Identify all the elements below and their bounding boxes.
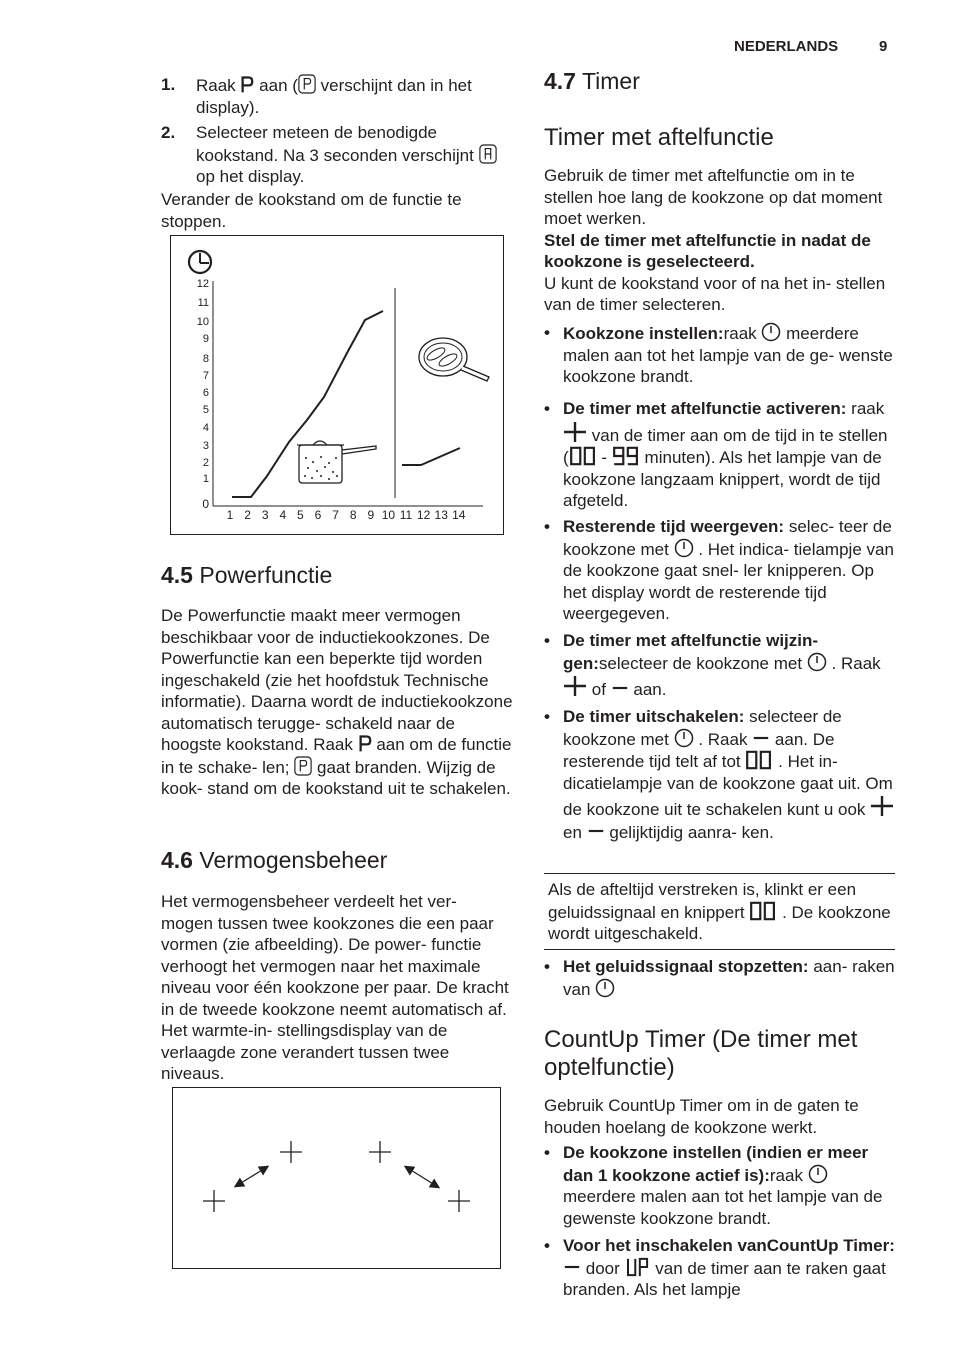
timer-select-icon xyxy=(595,978,615,998)
display-00-icon xyxy=(749,901,777,921)
p-key-icon xyxy=(240,75,254,94)
countup-timer-heading: CountUp Timer (De timer met optelfunctie) xyxy=(544,1026,858,1081)
stop-instruction: Verander de kookstand om de functie te stoppen. xyxy=(161,190,462,231)
x-tick-label: 7 xyxy=(332,508,339,522)
x-tick-label: 14 xyxy=(452,508,466,522)
p-key-icon xyxy=(358,734,372,753)
x-tick-label: 4 xyxy=(279,508,287,522)
timer-select-icon xyxy=(674,538,694,558)
countdown-intro: Gebruik de timer met aftelfunctie om in te stellen hoe lang de kookzone op dat moment moet werken. Stel de timer met aftelfunctie in nadat de kookzone is geselecteerd. U kunt de kookstand voor of na het in- stellen van de timer selecteren. xyxy=(544,166,886,314)
display-up-icon xyxy=(625,1257,651,1277)
timer-select-icon xyxy=(674,728,694,748)
minus-icon xyxy=(752,728,770,748)
section-4-5-heading: 4.5 Powerfunctie xyxy=(161,562,333,588)
powerfunction-paragraph: De Powerfunctie maakt meer vermogen beschikbaar voor de inductiekookzones. De Powerfunctie kan een beperkte tijd worden ingeschakeld (zie het hoofdstuk Technische informatie). Daarna wordt de inductiekookzone automatisch terugge- schakeld naar de hoogste kookstand. Raak aan om de functie in te schake- len; gaat branden. Wijzig de kook- stand om de kookstand uit te schakelen. xyxy=(161,606,513,798)
y-tick-label: 12 xyxy=(196,278,209,290)
minus-icon xyxy=(587,821,605,841)
y-tick-label: 3 xyxy=(202,440,209,452)
plus-icon xyxy=(563,420,587,444)
display-00-icon xyxy=(745,750,773,770)
section-4-7-heading: 4.7 Timer xyxy=(544,68,640,94)
page-number: 9 xyxy=(879,38,888,55)
reduced-level-line xyxy=(402,448,460,465)
y-tick-label: 2 xyxy=(202,457,209,469)
y-tick-label: 6 xyxy=(202,387,209,399)
section-4-6-heading: 4.6 Vermogensbeheer xyxy=(161,847,388,873)
x-tick-label: 10 xyxy=(381,508,396,522)
plus-icon xyxy=(563,674,587,698)
cooking-zone-marker xyxy=(203,1190,225,1212)
timer-select-icon xyxy=(807,652,827,672)
x-tick-label: 3 xyxy=(261,508,269,522)
p-display-icon xyxy=(294,756,312,776)
x-tick-label: 1 xyxy=(226,508,234,522)
y-tick-label: 4 xyxy=(202,422,209,434)
cooking-zone-marker xyxy=(369,1141,391,1163)
step-number: 2. xyxy=(161,123,176,142)
x-tick-label: 5 xyxy=(297,508,304,522)
y-tick-label: 9 xyxy=(202,333,209,345)
saucepan-icon xyxy=(297,441,376,483)
p-display-icon xyxy=(298,74,316,94)
y-tick-label: 11 xyxy=(197,297,209,309)
power-function-figure xyxy=(170,235,504,535)
vermogensbeheer-paragraph: Het vermogensbeheer verdeelt het ver- mogen tussen twee kookzones die een paar vormen (zie afbeelding). De power- functie verhoogt het vermogen naar het maximale niveau voor één kookzone per paar. De kracht in de tweede kookzone neemt automatisch af. Het warmte-in- stellingsdisplay van de verlaagde zone verandert tussen twee niveaus. xyxy=(161,892,509,1083)
y-tick-label: 7 xyxy=(202,370,209,382)
pair-arrow xyxy=(236,1167,267,1186)
y-tick-label: 1 xyxy=(202,473,209,485)
x-tick-label: 9 xyxy=(367,508,375,522)
timer-expired-note: Als de afteltijd verstreken is, klinkt er een geluidssignaal en knippert . De kookzone wordt uitgeschakeld. xyxy=(544,873,895,950)
cooking-zone-marker xyxy=(280,1141,302,1163)
clock-icon xyxy=(189,251,211,273)
timer-select-icon xyxy=(761,322,781,342)
x-tick-label: 8 xyxy=(349,508,357,522)
x-tick-label: 11 xyxy=(399,508,413,522)
timer-select-icon xyxy=(808,1164,828,1184)
a-display-icon xyxy=(479,144,497,164)
display-99-icon xyxy=(612,446,640,466)
power-management-figure xyxy=(172,1087,501,1269)
display-00-icon xyxy=(569,446,597,466)
x-tick-label: 12 xyxy=(416,508,431,522)
y-tick-label: 0 xyxy=(202,497,209,511)
plus-icon xyxy=(870,794,894,818)
pair-arrow xyxy=(406,1167,438,1187)
page-language: NEDERLANDS xyxy=(734,38,839,55)
frying-pan-icon xyxy=(419,338,489,381)
minus-icon xyxy=(563,1257,581,1277)
x-tick-label: 2 xyxy=(244,508,251,522)
y-tick-label: 5 xyxy=(202,404,209,416)
x-tick-label: 13 xyxy=(434,508,448,522)
step-number: 1. xyxy=(161,75,176,94)
countup-intro: Gebruik CountUp Timer om in de gaten te houden hoelang de kookzone werkt. xyxy=(544,1096,859,1137)
y-tick-label: 10 xyxy=(196,316,209,328)
y-tick-label: 8 xyxy=(202,353,209,365)
countdown-timer-heading: Timer met aftelfunctie xyxy=(544,124,774,151)
x-tick-label: 6 xyxy=(314,508,322,522)
cooking-zone-marker xyxy=(448,1190,470,1212)
minus-icon xyxy=(611,678,629,698)
